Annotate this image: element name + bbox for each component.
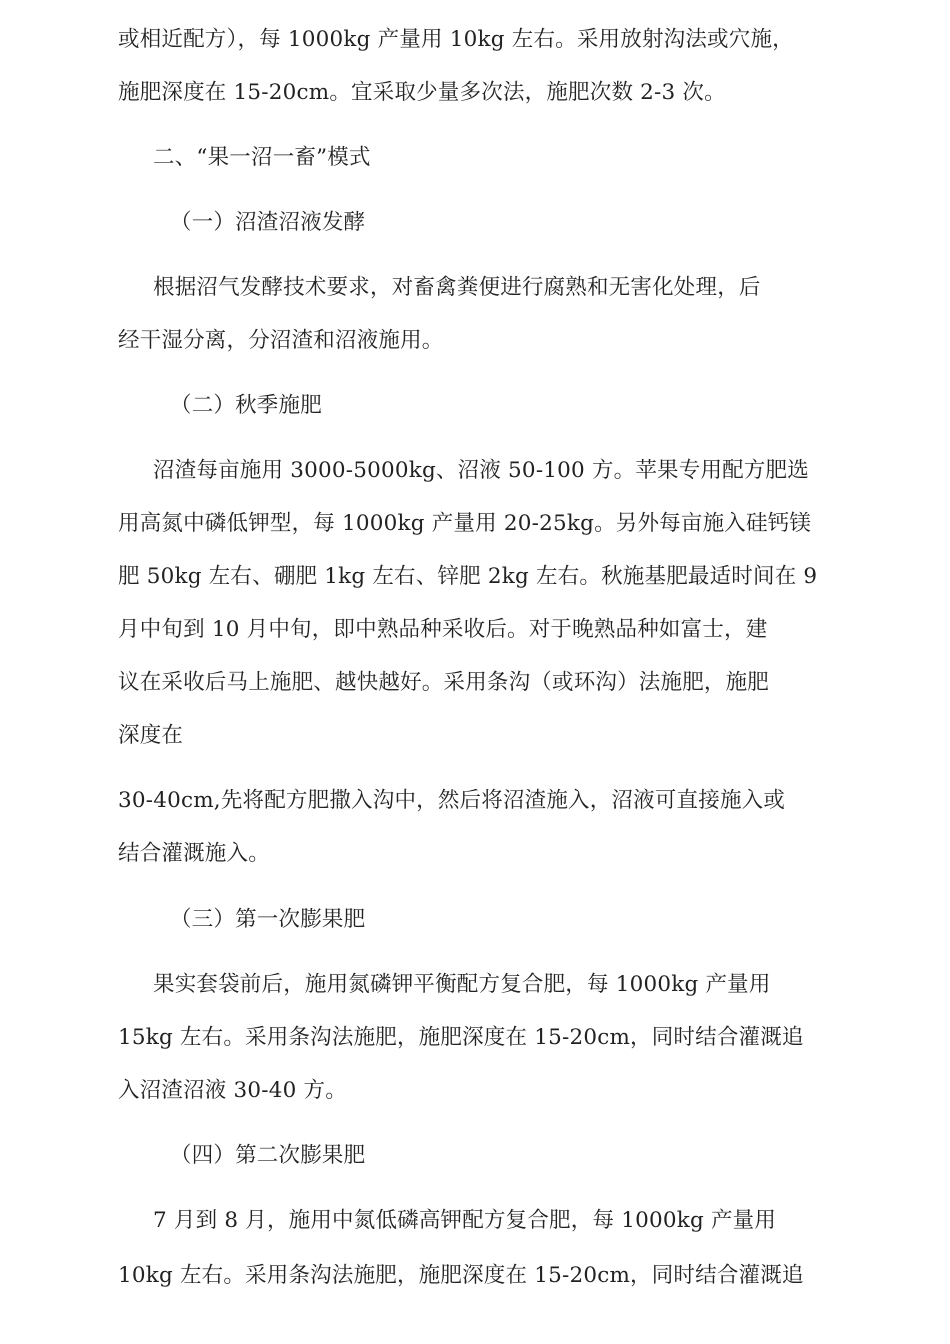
- section-heading: 二、“果一沼一畜”模式: [153, 145, 371, 170]
- body-text-line: 根据沼气发酵技术要求，对畜禽粪便进行腐熟和无害化处理，后: [153, 275, 761, 300]
- subsection-heading: （三）第一次膨果肥: [170, 907, 366, 932]
- body-text-line: 月中旬到 10 月中旬，即中熟品种采收后。对于晚熟品种如富士，建: [118, 617, 768, 642]
- body-text-line: 或相近配方），每 1000kg 产量用 10kg 左右。采用放射沟法或穴施，: [118, 27, 794, 52]
- subsection-heading: （一）沼渣沼液发酵: [170, 210, 366, 235]
- body-text-line: 沼渣每亩施用 3000-5000kg、沼液 50-100 方。苹果专用配方肥选: [153, 458, 809, 483]
- body-text-line: 入沼渣沼液 30-40 方。: [118, 1078, 347, 1103]
- body-text-line: 肥 50kg 左右、硼肥 1kg 左右、锌肥 2kg 左右。秋施基肥最适时间在 9: [118, 564, 818, 589]
- body-text-line: 深度在: [118, 723, 184, 748]
- subsection-heading: （四）第二次膨果肥: [170, 1143, 366, 1168]
- body-text-line: 用高氮中磷低钾型，每 1000kg 产量用 20-25kg。另外每亩施入硅钙镁: [118, 511, 812, 536]
- subsection-heading: （二）秋季施肥: [170, 393, 322, 418]
- body-text-line: 议在采收后马上施肥、越快越好。采用条沟（或环沟）法施肥，施肥: [118, 670, 770, 695]
- body-text-line: 7 月到 8 月，施用中氮低磷高钾配方复合肥，每 1000kg 产量用: [153, 1208, 777, 1233]
- body-text-line: 果实套袋前后，施用氮磷钾平衡配方复合肥，每 1000kg 产量用: [153, 972, 771, 997]
- body-text-line: 经干湿分离，分沼渣和沼液施用。: [118, 328, 444, 353]
- body-text-line: 15kg 左右。采用条沟法施肥，施肥深度在 15-20cm，同时结合灌溉追: [118, 1025, 804, 1050]
- body-text-line: 结合灌溉施入。: [118, 841, 270, 866]
- body-text-line: 30-40cm,先将配方肥撒入沟中，然后将沼渣施入，沼液可直接施入或: [118, 788, 786, 813]
- body-text-line: 施肥深度在 15-20cm。宜采取少量多次法，施肥次数 2-3 次。: [118, 80, 726, 105]
- body-text-line: 10kg 左右。采用条沟法施肥，施肥深度在 15-20cm，同时结合灌溉追: [118, 1263, 804, 1288]
